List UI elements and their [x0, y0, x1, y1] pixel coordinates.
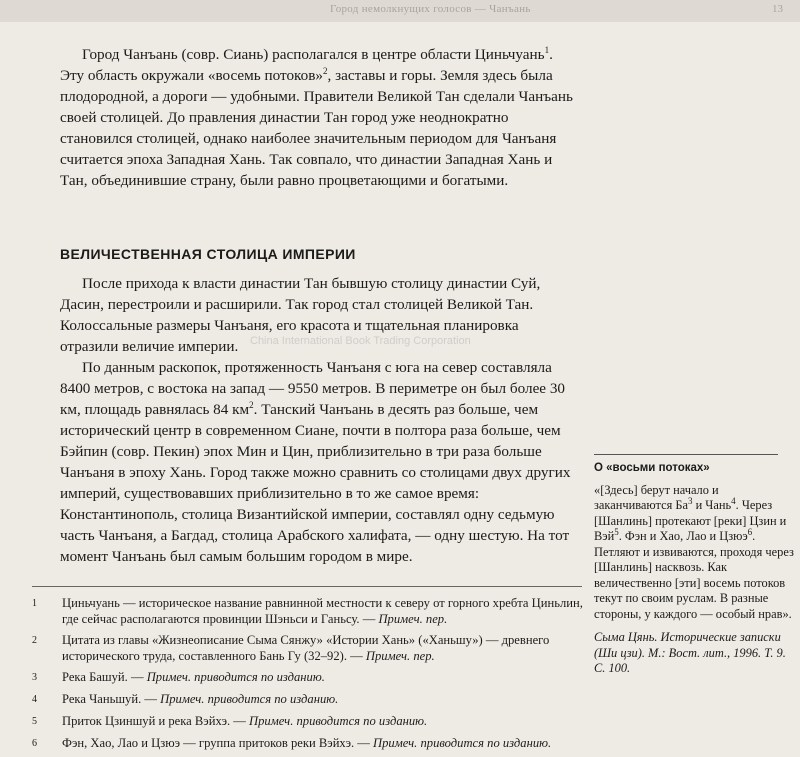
superscript-2: 2 — [249, 399, 254, 410]
section-heading: ВЕЛИЧЕСТВЕННАЯ СТОЛИЦА ИМПЕРИИ — [60, 246, 356, 262]
section-paragraph-2 — [60, 357, 580, 567]
footnote — [32, 632, 592, 664]
footnotes — [32, 586, 592, 757]
intro-text-a: Город Чанъань (совр. Сиань) располагался в центре области Циньчуань — [82, 46, 545, 63]
footnote-text: Циньчуань — историческое название равнинной местности к северу от горного хребта Циньлин, где сейчас располагаются провинции Шэньси и Ганьсу. — Примеч. пер. — [62, 596, 583, 626]
footnote-ref-5[interactable]: 5 — [614, 526, 619, 537]
top-strip — [0, 0, 800, 22]
footnote-ref-3[interactable]: 3 — [687, 495, 693, 506]
footnote-number: 4 — [32, 694, 37, 705]
footnote-text: Приток Цзиншуй и река Вэйхэ. — Примеч. приводится по изданию. — [62, 714, 428, 728]
footnote — [32, 735, 592, 752]
footnote — [32, 713, 592, 730]
running-head: Город немолкнущих голосов — Чанъань — [330, 3, 531, 15]
sidebar-source: Сыма Цянь. Исторические записки (Ши цзи). М.: Вост. лит., 1996. Т. 9. С. 100. — [594, 630, 786, 675]
sidebar-note — [594, 454, 794, 677]
sidebar-quote: «[Здесь] берут начало и заканчиваются $Ба^3$ и Чань$^4$. Через [Шанлинь] протекают [реки] Цзин и Вэй$^5$. Фэн и Хао, Лао и Цзюэ$^6$. Петляют и извиваются, проходя через [Шанлинь] насквозь. Как величественно [эти] восемь потоков текут по своим руслам. В разные стороны, у каждого — особый нрав». — [594, 482, 794, 621]
footnote-ref-4[interactable]: 4 — [731, 495, 736, 506]
footnote-number: 3 — [32, 672, 37, 683]
page-number: 13 — [772, 3, 783, 15]
intro-text-c: , заставы и горы. Земля здесь была плодородной, а дороги — удобными. Правители Великой Тан сделали Чанъань своей столицей. До правления династии Тан город уже неоднократно становился столицей, однако наиболее значительным периодом для Чанъаня считается эпоха Западная Хань. Так совпало, что династии Западная Хань и Тан, объединившие страну, были равно процветающими и богатыми. — [60, 67, 573, 189]
footnote-text: Цитата из главы «Жизнеописание Сыма Сянжу» «Истории Хань» («Ханьшу») — древнего исторического труда, составленного Бань Гу (32–92). — Примеч. пер. — [62, 633, 550, 663]
section-paragraph-1: После прихода к власти династии Тан бывшую столицу династии Суй, Дасин, перестроили и расширили. Так город стал столицей Великой Тан. Колоссальные размеры Чанъаня, его красота и тщательная планировка отразили величие империи. — [60, 275, 541, 355]
footnote-number: 1 — [32, 598, 37, 609]
intro-paragraph — [60, 44, 580, 191]
footnote — [32, 691, 592, 708]
section-body — [60, 273, 580, 567]
footnote-number: 2 — [32, 635, 37, 646]
footnote-number: 6 — [32, 738, 37, 749]
section-p2-text-a: По данным раскопок, протяженность Чанъаня с юга на север составляла 8400 метров, с востока на запад — 9550 метров. В периметре он был более 30 км, площадь равнялась 84 км — [60, 359, 566, 418]
footnote-text: Река Чаньшуй. — Примеч. приводится по изданию. — [62, 692, 339, 706]
intro-text — [60, 44, 580, 191]
footnote — [32, 595, 592, 627]
footnote-ref-1[interactable]: 1 — [544, 44, 550, 55]
footnote-text: Река Башуй. — Примеч. приводится по изданию. — [62, 670, 325, 684]
footnote — [32, 669, 592, 686]
footnote-text: Фэн, Хао, Лао и Цзюэ — группа притоков реки Вэйхэ. — Примеч. приводится по изданию. — [62, 736, 552, 750]
footnote-ref-6[interactable]: 6 — [747, 526, 753, 537]
intro-text-b: . Эту область окружали «восемь потоков» — [60, 46, 553, 84]
footnote-divider — [32, 586, 582, 587]
sidebar-title: О «восьми потоках» — [594, 462, 710, 474]
footnote-ref-2[interactable]: 2 — [323, 65, 328, 76]
sidebar-divider — [594, 454, 778, 455]
watermark: China International Book Trading Corporation — [250, 335, 471, 347]
section-p2-text-b: . Танский Чанъань в десять раз больше, чем исторический центр в современном Сиане, почти в полтора раза больше, чем Бэйпин (совр. Пекин) эпох Мин и Цин, приблизительно в три раза больше Чанъаня в эпоху Хань. Город также можно сравнить со столицами двух других империй, существовавших приблизительно в то же самое время: Константинополь, столица Византийской империи, составлял одну седьмую часть Чанъаня, а Багдад, столица Арабского халифата, — одну шестую. На тот момент Чанъань был самым большим городом в мире. — [60, 401, 571, 565]
footnote-number: 5 — [32, 716, 37, 727]
